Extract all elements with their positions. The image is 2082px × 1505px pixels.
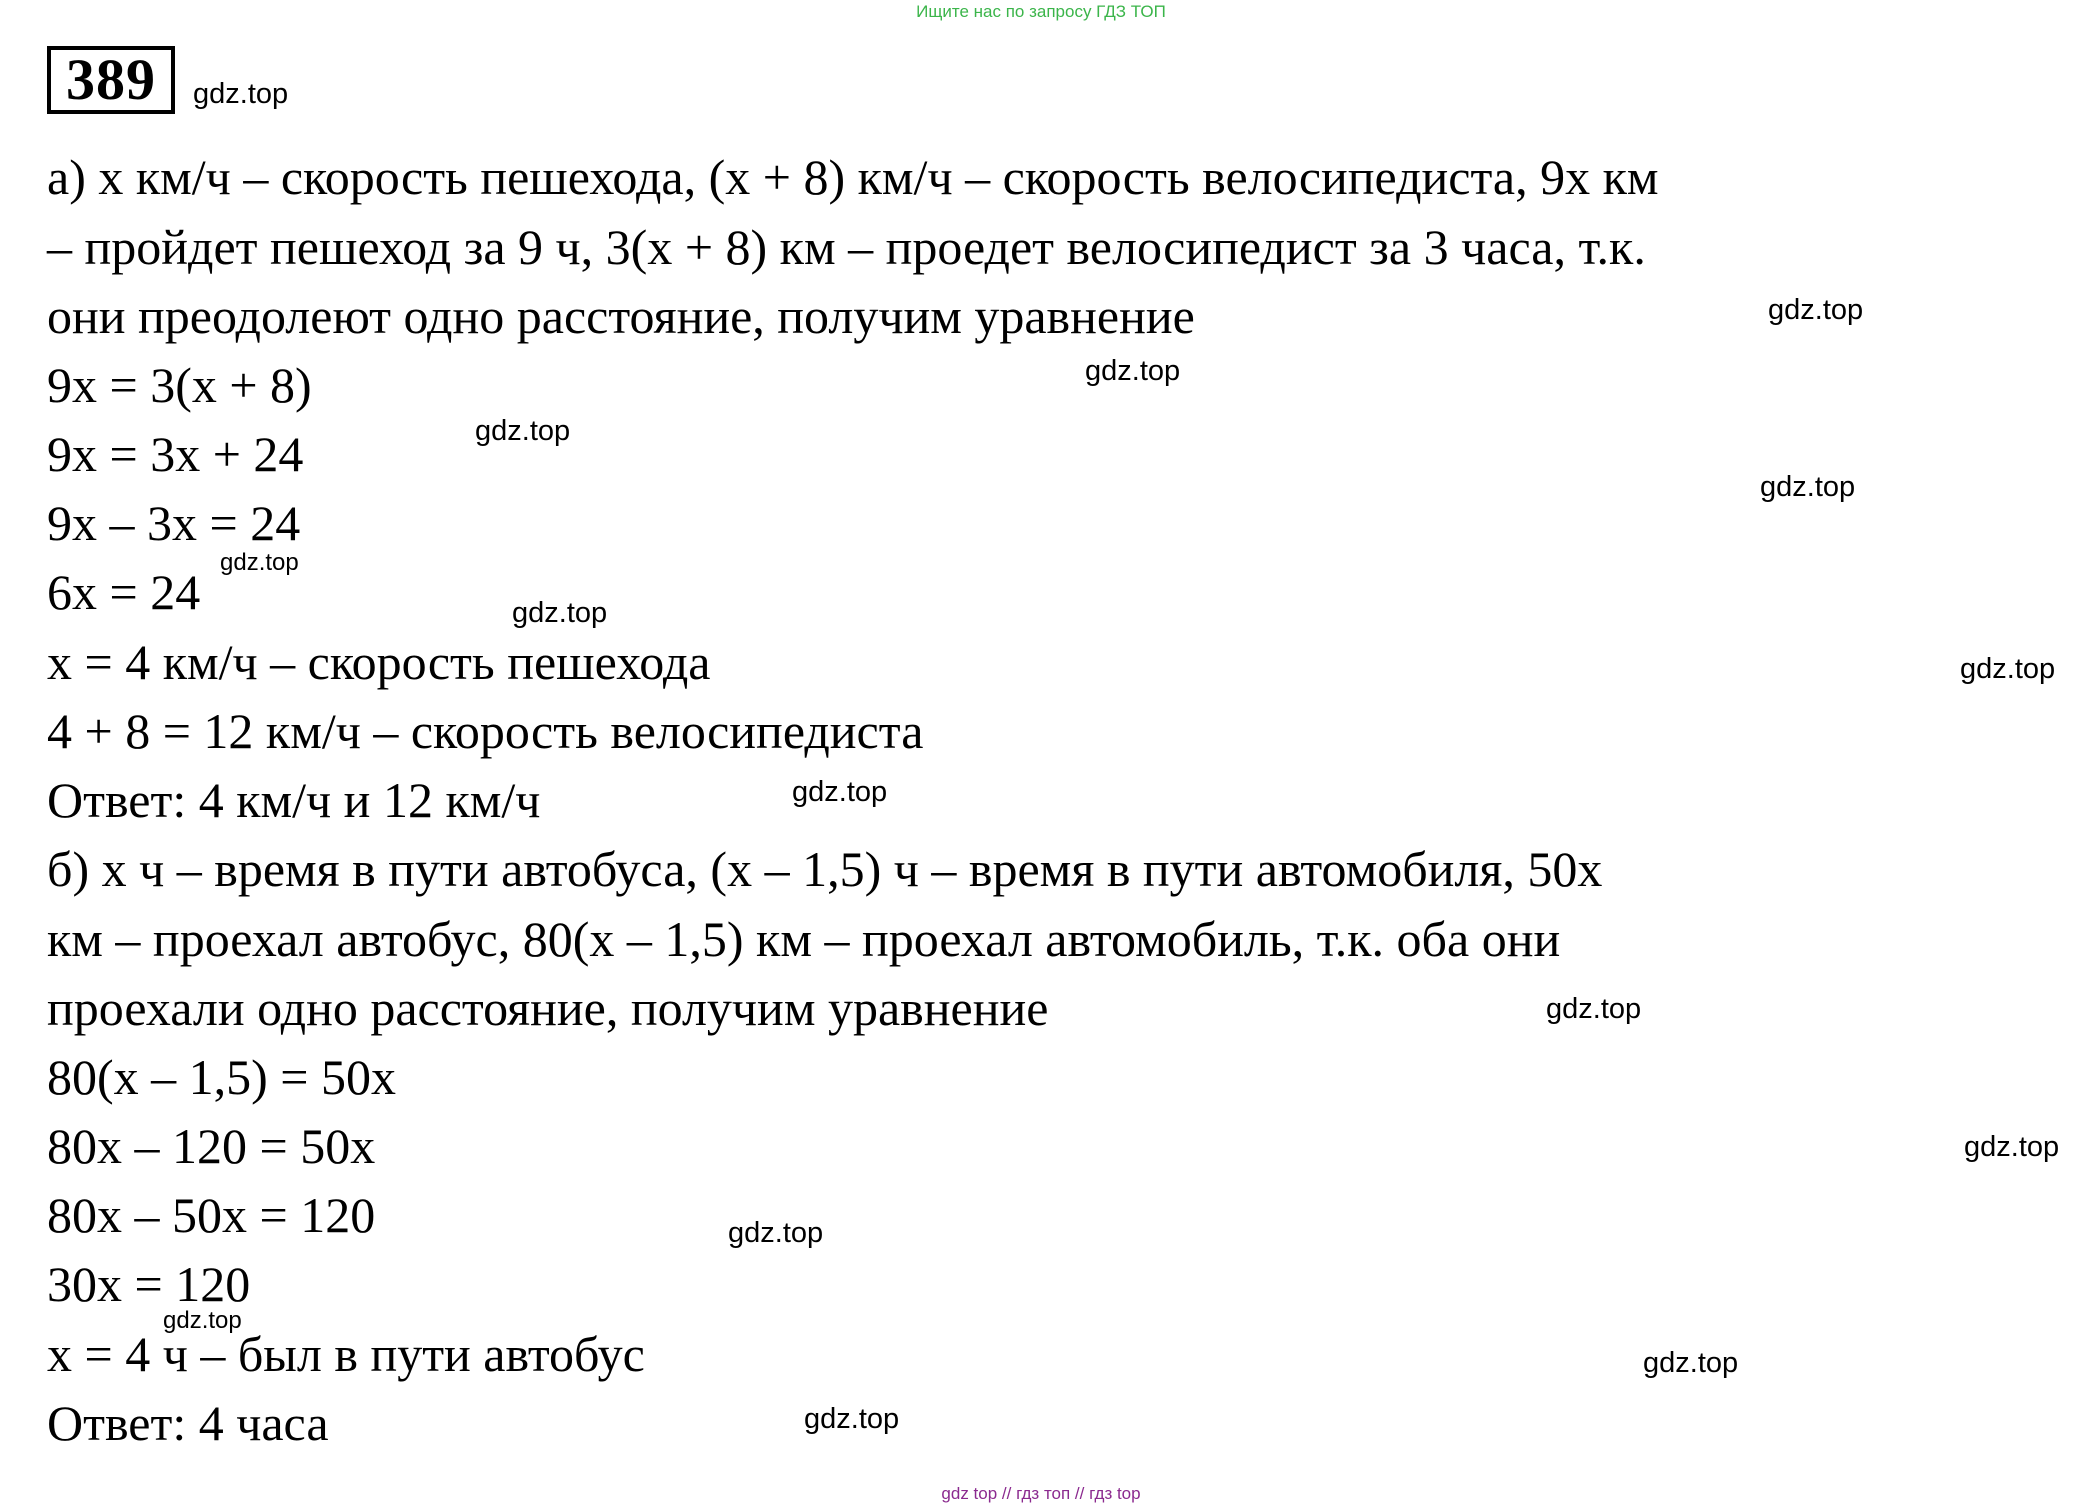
equation-line: 30x = 120 (47, 1256, 251, 1312)
solution-line: а) x км/ч – скорость пешехода, (x + 8) км/ч – скорость велосипедиста, 9x км (47, 149, 1659, 205)
watermark: gdz.top (193, 78, 289, 110)
watermark: gdz.top (1643, 1347, 1739, 1379)
equation-line: 80x – 50x = 120 (47, 1187, 376, 1243)
answer-line: Ответ: 4 часа (47, 1395, 329, 1451)
solution-line: проехали одно расстояние, получим уравнение (47, 980, 1049, 1036)
watermark: gdz.top (1964, 1131, 2060, 1163)
task-number-box: 389 (47, 46, 175, 114)
solution-line: x = 4 ч – был в пути автобус (47, 1326, 645, 1382)
top-search-banner: Ищите нас по запросу ГДЗ ТОП (916, 2, 1166, 21)
equation-line: 6x = 24 (47, 564, 201, 620)
watermark: gdz.top (1546, 993, 1642, 1025)
solution-line: они преодолеют одно расстояние, получим уравнение (47, 288, 1195, 344)
equation-line: 9x – 3x = 24 (47, 495, 301, 551)
watermark: gdz.top (728, 1217, 824, 1249)
answer-line: Ответ: 4 км/ч и 12 км/ч (47, 772, 541, 828)
watermark: gdz.top (804, 1403, 900, 1435)
watermark: gdz.top (163, 1307, 242, 1334)
watermark: gdz.top (1085, 355, 1181, 387)
solution-line: км – проехал автобус, 80(x – 1,5) км – проехал автомобиль, т.к. оба они (47, 911, 1561, 967)
watermark: gdz.top (1960, 653, 2056, 685)
solution-line: б) x ч – время в пути автобуса, (x – 1,5) ч – время в пути автомобиля, 50x (47, 841, 1603, 897)
equation-line: 80x – 120 = 50x (47, 1118, 376, 1174)
watermark: gdz.top (1760, 471, 1856, 503)
watermark: gdz.top (220, 549, 299, 576)
watermark: gdz.top (1768, 294, 1864, 326)
equation-line: 9x = 3(x + 8) (47, 357, 312, 413)
solution-line: – пройдет пешеход за 9 ч, 3(x + 8) км – проедет велосипедист за 3 часа, т.к. (47, 219, 1646, 275)
equation-line: 80(x – 1,5) = 50x (47, 1049, 396, 1105)
solution-line: x = 4 км/ч – скорость пешехода (47, 634, 711, 690)
watermark: gdz.top (475, 415, 571, 447)
watermark: gdz.top (792, 776, 888, 808)
footer-links: gdz top // гдз топ // гдз top (941, 1484, 1141, 1503)
watermark: gdz.top (512, 597, 608, 629)
solution-line: 4 + 8 = 12 км/ч – скорость велосипедиста (47, 703, 924, 759)
equation-line: 9x = 3x + 24 (47, 426, 304, 482)
